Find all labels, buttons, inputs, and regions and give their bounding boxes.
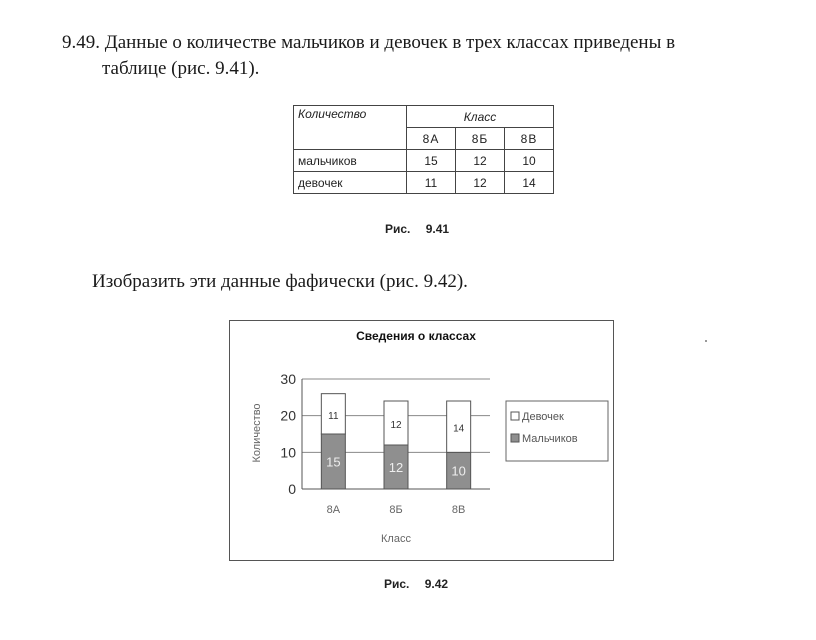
data-label: 12 [390, 420, 402, 431]
cell-boys-8b: 12 [456, 150, 505, 172]
row-label-girls: девочек [294, 172, 407, 194]
x-tick-label: 8А [326, 504, 341, 516]
cell-girls-8v: 14 [505, 172, 554, 194]
legend [506, 401, 608, 461]
header-quantity: Количество [294, 106, 407, 150]
y-tick-labels [280, 371, 296, 497]
x-axis-label: Класс [381, 533, 411, 545]
data-label: 12 [388, 460, 404, 475]
table-row [294, 172, 554, 194]
class-8v: 8В [505, 128, 554, 150]
table-header-row [294, 106, 554, 128]
stacked-bar-chart [230, 321, 613, 560]
legend-label: Девочек [522, 411, 564, 423]
cell-girls-8b: 12 [456, 172, 505, 194]
legend-label: Мальчиков [522, 433, 578, 445]
problem-text-line1: Данные о количестве мальчиков и девочек в трех классах приведены в [104, 32, 676, 53]
problem-statement [62, 30, 786, 82]
y-tick-label: 20 [280, 407, 296, 424]
stray-dot [705, 340, 707, 342]
legend-swatch [511, 412, 519, 420]
x-tick-label: 8В [451, 504, 466, 516]
y-tick-label: 0 [288, 481, 296, 497]
chart-title: Сведения о классах [356, 329, 476, 343]
chart-frame [229, 320, 614, 561]
row-label-boys: мальчиков [294, 150, 407, 172]
data-label: 14 [453, 423, 465, 435]
x-tick-label: 8Б [389, 504, 403, 516]
data-label: 10 [451, 463, 466, 479]
class-8a: 8А [407, 128, 456, 150]
figure2-caption: Рис. 9.42 [384, 577, 449, 591]
instruction-text: Изобразить эти данные фафически (рис. 9.42). [92, 271, 468, 292]
bars [321, 394, 470, 489]
header-class: Класс [407, 106, 554, 128]
problem-number: 9.49. [62, 32, 100, 53]
cell-boys-8v: 10 [505, 150, 554, 172]
class-8b: 8Б [456, 128, 505, 150]
x-tick-labels [327, 504, 466, 516]
table-row [294, 150, 554, 172]
problem-text-line2: таблице (рис. 9.41). [102, 58, 260, 79]
data-table [293, 105, 554, 194]
figure1-caption: Рис. 9.41 [385, 222, 450, 236]
data-label: 11 [328, 410, 339, 422]
cell-boys-8a: 15 [407, 150, 456, 172]
cell-girls-8a: 11 [407, 172, 456, 194]
data-label: 15 [326, 454, 341, 470]
y-tick-label: 30 [280, 371, 296, 387]
y-axis-label: Количество [251, 403, 263, 463]
legend-swatch [511, 434, 519, 442]
legend-box [506, 401, 608, 461]
y-tick-label: 10 [280, 444, 296, 461]
